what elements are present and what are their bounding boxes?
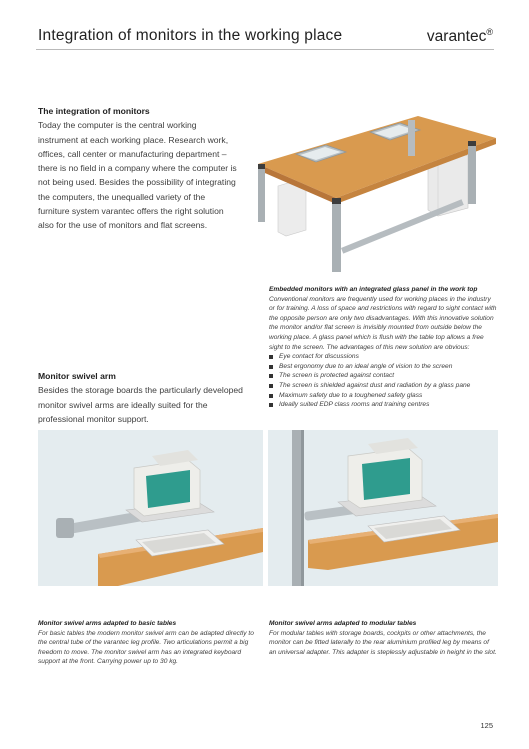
advantages-list <box>269 352 497 410</box>
list-item: Best ergonomy due to an ideal angle of vision to the screen <box>269 362 497 372</box>
embedded-heading: Embedded monitors with an integrated glass panel in the work top <box>269 286 478 293</box>
embedded-body: Conventional monitors are frequently used for working places in the industry or for training. A loss of space and restrictions with regard to sight contact with the opposite person are only two disadvantages. With this innovative solution the monitor and/or flat screen is invisibly mounted from outside below the working place. A glass panel which is flush with the table top allows a free sight to the screen. The advantages of this new solution are obvious: <box>269 295 497 351</box>
intro-body: Today the computer is the central working instrument at each working place. Research work, offices, call center or manufacturing department – there is no field in a company where the computer is not being used. Besides the possibility of integrating the computers, the unequalled variety of the furniture system varantec offers the right solution also for the use of monitors and flat screens. <box>38 120 237 231</box>
list-item: Ideally suited EDP class rooms and training centres <box>269 400 497 410</box>
header-rule <box>36 49 494 50</box>
list-item: The screen is shielded against dust and radiation by a glass pane <box>269 381 497 391</box>
swivel-body: Besides the storage boards the particularly developed monitor swivel arms are ideally suited for the professional monitor support. <box>38 385 243 424</box>
basic-caption <box>38 619 263 667</box>
embedded-section <box>269 285 497 410</box>
bullet-square-icon <box>269 374 273 378</box>
bullet-square-icon <box>269 403 273 407</box>
modular-caption-heading: Monitor swivel arms adapted to modular tables <box>269 620 417 627</box>
basic-caption-heading: Monitor swivel arms adapted to basic tables <box>38 620 177 627</box>
page-title: Integration of monitors in the working place <box>38 27 343 44</box>
page-number: 125 <box>480 721 493 730</box>
bullet-square-icon <box>269 365 273 369</box>
modular-caption <box>269 619 497 657</box>
bullet-square-icon <box>269 384 273 388</box>
list-item: The screen is protected against contact <box>269 371 497 381</box>
modular-table-photo <box>268 430 498 586</box>
desk-photo <box>258 98 498 276</box>
modular-caption-body: For modular tables with storage boards, cockpits or other attachments, the monitor can be fitted laterally to the rear aluminium profiled leg by means of an universal adapter. This adapter is steplessly adjustable in height in the slot. <box>269 629 497 656</box>
bullet-square-icon <box>269 355 273 359</box>
intro-section <box>38 104 238 233</box>
list-item: Eye contact for discussions <box>269 352 497 362</box>
bullet-square-icon <box>269 394 273 398</box>
basic-table-photo <box>38 430 263 586</box>
list-item: Maximum safety due to a toughened safety glass <box>269 391 497 401</box>
basic-caption-body: For basic tables the modern monitor swivel arm can be adapted directly to the central tube of the varantec leg profile. Two articulations permit a big freedom to move. The monitor swivel arm has an integrated keyboard support at the front. Carrying power up to 30 kg. <box>38 629 254 666</box>
intro-heading: The integration of monitors <box>38 106 150 116</box>
brand-logo: varantec® <box>426 27 493 46</box>
swivel-heading: Monitor swivel arm <box>38 371 116 381</box>
swivel-section <box>38 369 253 426</box>
